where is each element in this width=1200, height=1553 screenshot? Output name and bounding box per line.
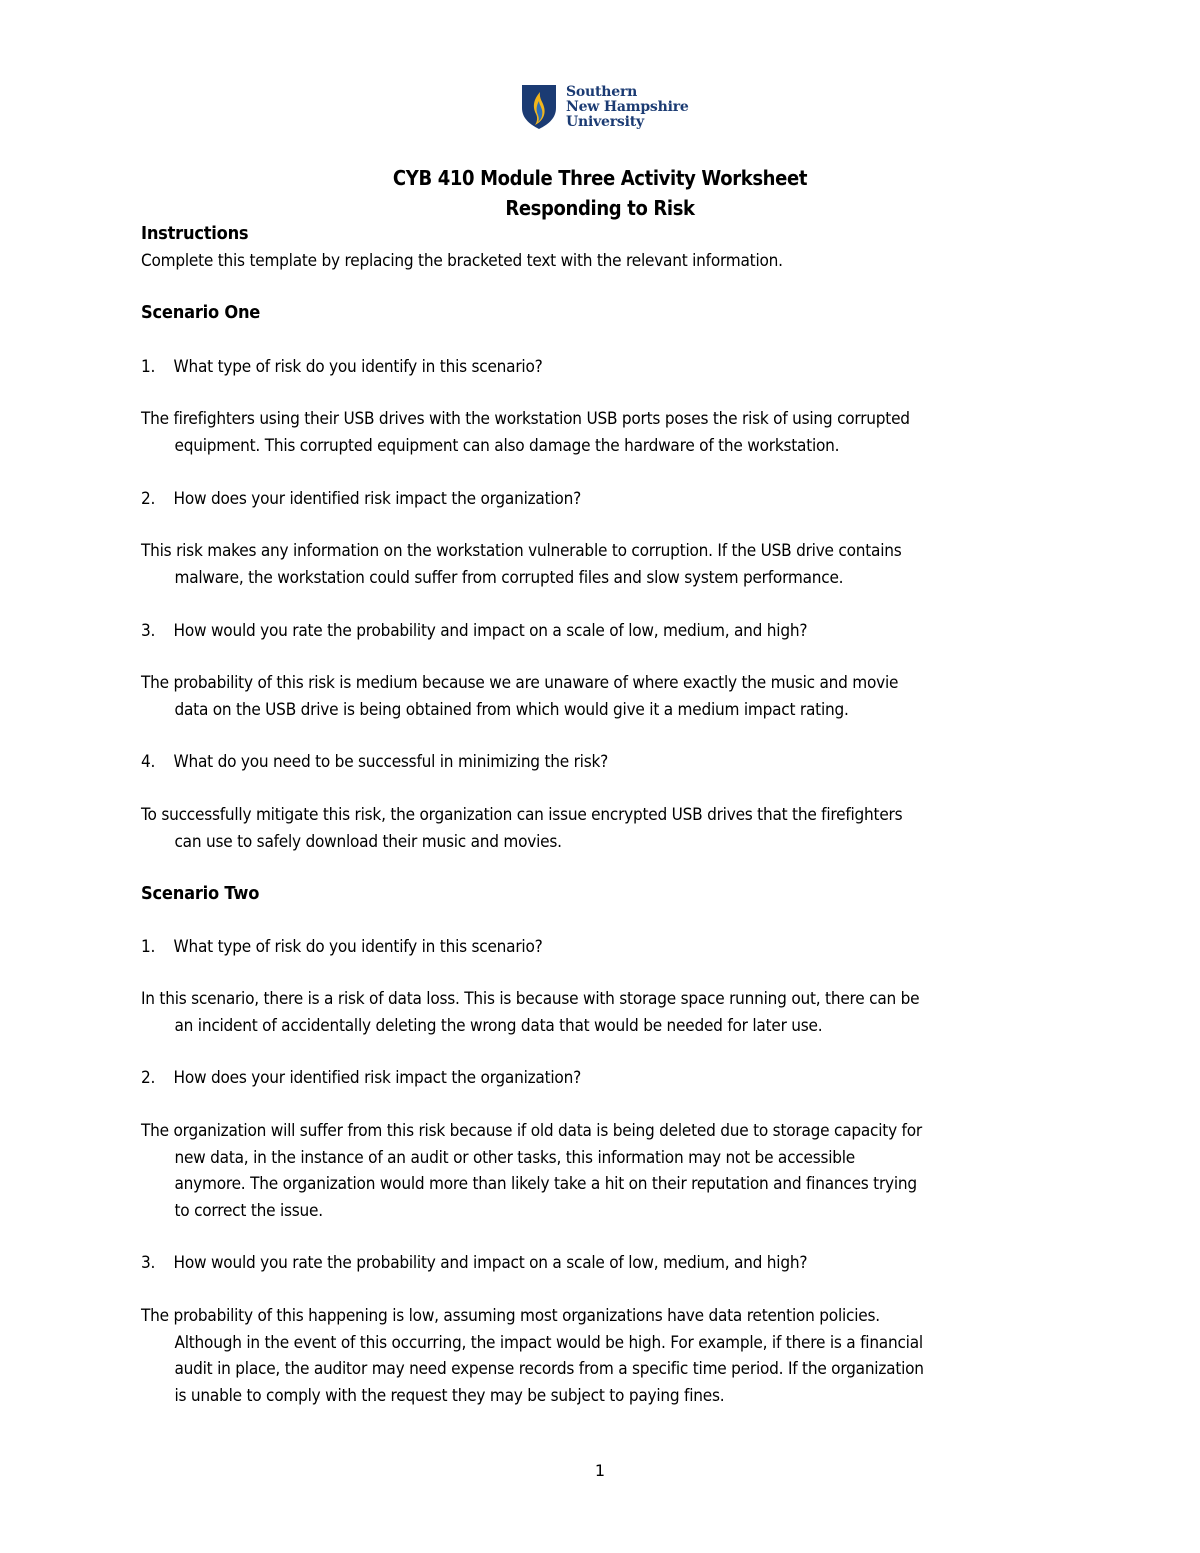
s2-answer-3 <box>141 1303 924 1409</box>
s1-answer-4 <box>141 802 902 855</box>
answer-line: audit in place, the auditor may need expense records from a specific time period. If the organization <box>174 1359 924 1378</box>
document-title: CYB 410 Module Three Activity Worksheet <box>392 166 808 190</box>
question-text: What type of risk do you identify in this scenario? <box>173 357 543 376</box>
s1-question-1 <box>141 354 543 381</box>
logo-line-2: New Hampshire <box>566 99 689 115</box>
question-text: What do you need to be successful in minimizing the risk? <box>173 752 609 771</box>
instructions-heading: Instructions <box>141 224 249 244</box>
answer-line: malware, the workstation could suffer from corrupted files and slow system performance. <box>174 567 844 587</box>
question-number: 3. <box>141 621 156 640</box>
scenario-one-heading: Scenario One <box>141 303 261 323</box>
logo-wordmark <box>566 85 689 130</box>
answer-line: new data, in the instance of an audit or other tasks, this information may not be accessible <box>174 1147 856 1167</box>
answer-line: To successfully mitigate this risk, the organization can issue encrypted USB drives that the firefighters <box>141 805 903 824</box>
logo-line-1: Southern <box>566 84 638 100</box>
answer-line: The probability of this happening is low, assuming most organizations have data retention policies. <box>141 1306 880 1325</box>
answer-line: data on the USB drive is being obtained from which would give it a medium impact rating. <box>174 699 849 719</box>
s1-answer-3 <box>141 670 898 723</box>
answer-line: anymore. The organization would more than likely take a hit on their reputation and finances trying <box>174 1174 917 1193</box>
question-number: 1. <box>141 937 156 956</box>
answer-line: to correct the issue. <box>174 1200 323 1220</box>
s2-answer-1 <box>141 986 919 1039</box>
question-number: 1. <box>141 357 156 376</box>
logo-line-3: University <box>566 114 644 130</box>
answer-line: The probability of this risk is medium because we are unaware of where exactly the music and movie <box>141 673 899 692</box>
s2-question-1 <box>141 934 543 961</box>
question-text: How does your identified risk impact the organization? <box>173 489 581 508</box>
answer-line: The firefighters using their USB drives with the workstation USB ports poses the risk of using corrupted <box>141 409 910 428</box>
s2-question-2 <box>141 1065 581 1092</box>
s1-question-4 <box>141 749 608 776</box>
s1-answer-1 <box>141 406 910 459</box>
answer-line: This risk makes any information on the workstation vulnerable to corruption. If the USB drive contains <box>141 541 902 560</box>
answer-line: The organization will suffer from this risk because if old data is being deleted due to storage capacity for <box>141 1121 922 1140</box>
answer-line: In this scenario, there is a risk of data loss. This is because with storage space running out, there can be <box>141 989 920 1008</box>
s2-question-3 <box>141 1250 807 1277</box>
answer-line: equipment. This corrupted equipment can also damage the hardware of the workstation. <box>174 435 840 455</box>
s2-answer-2 <box>141 1118 922 1224</box>
question-text: How does your identified risk impact the organization? <box>173 1068 581 1087</box>
answer-line: is unable to comply with the request they may be subject to paying fines. <box>174 1385 725 1405</box>
university-logo <box>521 84 689 130</box>
question-text: What type of risk do you identify in this scenario? <box>173 937 543 956</box>
s1-question-3 <box>141 618 807 645</box>
answer-line: an incident of accidentally deleting the wrong data that would be needed for later use. <box>174 1015 823 1035</box>
question-number: 2. <box>141 489 156 508</box>
document-subtitle: Responding to Risk <box>505 196 695 220</box>
question-number: 4. <box>141 752 156 771</box>
s1-question-2 <box>141 486 581 513</box>
question-text: How would you rate the probability and impact on a scale of low, medium, and high? <box>173 621 808 640</box>
page-number: 1 <box>594 1461 606 1480</box>
answer-line: Although in the event of this occurring, the impact would be high. For example, if there is a financial <box>174 1332 923 1352</box>
question-number: 3. <box>141 1253 156 1272</box>
instructions-text: Complete this template by replacing the bracketed text with the relevant information. <box>141 251 783 270</box>
answer-line: can use to safely download their music and movies. <box>174 831 562 851</box>
question-text: How would you rate the probability and impact on a scale of low, medium, and high? <box>173 1253 808 1272</box>
question-number: 2. <box>141 1068 156 1087</box>
shield-flame-icon <box>521 84 557 130</box>
scenario-two-heading: Scenario Two <box>141 884 260 904</box>
s1-answer-2 <box>141 538 902 591</box>
